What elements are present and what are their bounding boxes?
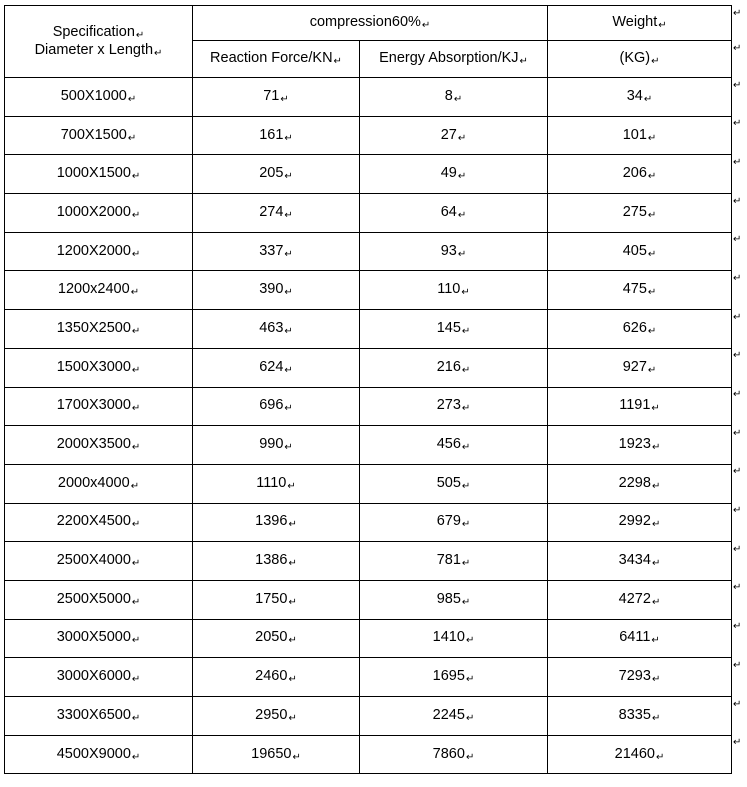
- return-mark-icon: ↵: [131, 325, 141, 337]
- table-row: [5, 387, 732, 426]
- return-mark-icon: ↵: [287, 480, 296, 492]
- energy-absorption-cell: [360, 232, 548, 271]
- weight-cell-value: 206: [622, 165, 647, 182]
- reaction-force-cell-value: 1750: [255, 590, 288, 607]
- return-mark-icon: ↵: [127, 93, 137, 105]
- return-mark-icon: ↵: [457, 132, 467, 144]
- row-end-mark-icon: ↵: [733, 737, 742, 749]
- spec-header-line2: Diameter x Length: [34, 41, 154, 58]
- return-mark-icon: ↵: [651, 403, 660, 415]
- return-mark-icon: ↵: [651, 480, 661, 492]
- return-mark-icon: ↵: [465, 674, 475, 686]
- reaction-force-cell-value: 1396: [255, 513, 288, 530]
- return-mark-icon: ↵: [135, 29, 145, 41]
- return-mark-icon: ↵: [131, 248, 141, 260]
- energy-absorption-cell-value: 505: [436, 474, 461, 491]
- table-row: [5, 116, 732, 155]
- table-row: [5, 735, 732, 774]
- weight-cell-value: 2298: [618, 474, 651, 491]
- return-mark-icon: ↵: [131, 558, 141, 570]
- return-mark-icon: ↵: [130, 287, 140, 299]
- return-mark-icon: ↵: [647, 364, 657, 376]
- return-mark-icon: ↵: [292, 751, 301, 763]
- row-end-mark-icon: ↵: [733, 350, 742, 362]
- weight-cell: [548, 580, 732, 619]
- table-row: [5, 503, 732, 542]
- return-mark-icon: ↵: [465, 635, 475, 647]
- weight-cell: [548, 194, 732, 233]
- row-end-mark-icon: ↵: [733, 427, 742, 439]
- table-row: [5, 464, 732, 503]
- return-mark-icon: ↵: [127, 132, 137, 144]
- spec-cell: [5, 78, 193, 117]
- spec-cell: [5, 426, 193, 465]
- table-row: [5, 697, 732, 736]
- weight-cell: [548, 271, 732, 310]
- reaction-force-cell: [193, 426, 360, 465]
- reaction-force-cell-value: 205: [259, 165, 284, 182]
- reaction-force-cell: [193, 78, 360, 117]
- energy-absorption-cell: [360, 503, 548, 542]
- energy-absorption-cell: [360, 542, 548, 581]
- return-mark-icon: ↵: [421, 20, 431, 31]
- weight-cell-value: 1923: [618, 436, 651, 453]
- return-mark-icon: ↵: [453, 93, 463, 105]
- return-mark-icon: ↵: [288, 635, 297, 647]
- row-end-mark-icon: ↵: [733, 42, 742, 54]
- weight-cell: [548, 697, 732, 736]
- spec-cell-value: 2000x4000: [57, 474, 130, 491]
- return-mark-icon: ↵: [288, 558, 297, 570]
- compression-header-cell: [193, 6, 548, 41]
- return-mark-icon: ↵: [643, 93, 653, 105]
- return-mark-icon: ↵: [457, 209, 467, 221]
- return-mark-icon: ↵: [131, 442, 141, 454]
- return-mark-icon: ↵: [288, 712, 297, 724]
- spec-cell-value: 1200X2000: [56, 242, 131, 259]
- weight-unit-label: (KG): [619, 50, 651, 66]
- energy-absorption-cell: [360, 271, 548, 310]
- spec-cell: [5, 310, 193, 349]
- reaction-force-cell: [193, 697, 360, 736]
- return-mark-icon: ↵: [647, 287, 657, 299]
- return-mark-icon: ↵: [461, 442, 471, 454]
- spec-cell-value: 4500X9000: [56, 745, 131, 762]
- weight-cell-value: 6411: [619, 629, 651, 646]
- reaction-force-cell: [193, 464, 360, 503]
- row-end-mark-icon: ↵: [733, 543, 742, 555]
- reaction-force-cell-value: 161: [259, 126, 284, 143]
- return-mark-icon: ↵: [647, 248, 657, 260]
- table-row: [5, 426, 732, 465]
- compression-header-label: compression60%: [309, 14, 421, 30]
- energy-absorption-cell: [360, 78, 548, 117]
- reaction-force-cell-value: 19650: [251, 745, 292, 762]
- weight-cell: [548, 735, 732, 774]
- weight-cell: [548, 310, 732, 349]
- weight-cell: [548, 426, 732, 465]
- spec-cell: [5, 503, 193, 542]
- return-mark-icon: ↵: [647, 325, 657, 337]
- table-row: [5, 232, 732, 271]
- spec-cell: [5, 580, 193, 619]
- table-row: [5, 580, 732, 619]
- weight-cell: [548, 619, 732, 658]
- return-mark-icon: ↵: [647, 209, 657, 221]
- energy-absorption-cell: [360, 310, 548, 349]
- return-mark-icon: ↵: [457, 248, 467, 260]
- reaction-force-cell-value: 390: [259, 281, 284, 298]
- reaction-force-cell: [193, 658, 360, 697]
- weight-cell-value: 275: [622, 203, 647, 220]
- weight-cell: [548, 503, 732, 542]
- spec-cell-value: 3000X6000: [56, 668, 131, 685]
- spec-cell: [5, 658, 193, 697]
- spec-cell: [5, 697, 193, 736]
- spec-cell: [5, 271, 193, 310]
- return-mark-icon: ↵: [465, 751, 475, 763]
- row-end-mark-icon: ↵: [733, 234, 742, 246]
- reaction-force-cell-value: 696: [259, 397, 284, 414]
- weight-cell-value: 8335: [618, 706, 651, 723]
- energy-absorption-cell: [360, 464, 548, 503]
- return-mark-icon: ↵: [284, 442, 293, 454]
- spec-cell-value: 2200X4500: [56, 513, 131, 530]
- return-mark-icon: ↵: [284, 132, 293, 144]
- spec-cell: [5, 542, 193, 581]
- reaction-header-cell: [193, 41, 360, 78]
- energy-absorption-cell-value: 27: [440, 126, 457, 143]
- row-end-mark-icon: ↵: [733, 659, 742, 671]
- energy-absorption-cell-value: 216: [436, 358, 461, 375]
- reaction-force-cell-value: 2950: [255, 706, 288, 723]
- table-row: [5, 271, 732, 310]
- weight-unit-cell: [548, 41, 732, 78]
- table-row: [5, 348, 732, 387]
- spec-cell-value: 1000X2000: [56, 203, 131, 220]
- reaction-force-cell-value: 2460: [255, 668, 288, 685]
- reaction-force-cell-value: 990: [259, 436, 284, 453]
- reaction-force-cell: [193, 542, 360, 581]
- energy-absorption-cell: [360, 735, 548, 774]
- return-mark-icon: ↵: [284, 364, 293, 376]
- reaction-force-cell-value: 1386: [255, 552, 288, 569]
- weight-cell-value: 34: [626, 87, 643, 104]
- return-mark-icon: ↵: [651, 596, 661, 608]
- spec-cell-value: 2500X5000: [56, 590, 131, 607]
- energy-absorption-cell: [360, 387, 548, 426]
- energy-absorption-cell-value: 2245: [432, 706, 465, 723]
- spec-header-cell: [5, 6, 193, 78]
- row-end-mark-icon: ↵: [733, 118, 742, 130]
- table-row: [5, 78, 732, 117]
- spec-cell-value: 3000X5000: [56, 629, 131, 646]
- weight-cell: [548, 232, 732, 271]
- reaction-force-cell-value: 1110: [256, 474, 287, 491]
- row-end-mark-icon: ↵: [733, 698, 742, 710]
- return-mark-icon: ↵: [465, 712, 475, 724]
- return-mark-icon: ↵: [651, 56, 660, 67]
- row-end-mark-icon: ↵: [733, 195, 742, 207]
- row-end-mark-icon: ↵: [733, 156, 742, 168]
- return-mark-icon: ↵: [288, 519, 297, 531]
- energy-absorption-cell-value: 1410: [432, 629, 465, 646]
- return-mark-icon: ↵: [284, 325, 293, 337]
- return-mark-icon: ↵: [130, 480, 140, 492]
- reaction-force-cell: [193, 310, 360, 349]
- return-mark-icon: ↵: [131, 751, 141, 763]
- return-mark-icon: ↵: [519, 56, 528, 67]
- spec-cell: [5, 348, 193, 387]
- header-row-1: [5, 6, 732, 41]
- return-mark-icon: ↵: [647, 132, 657, 144]
- energy-absorption-cell-value: 456: [436, 436, 461, 453]
- reaction-force-cell-value: 274: [259, 203, 284, 220]
- return-mark-icon: ↵: [284, 209, 293, 221]
- return-mark-icon: ↵: [131, 712, 141, 724]
- return-mark-icon: ↵: [461, 287, 470, 299]
- energy-absorption-cell-value: 679: [436, 513, 461, 530]
- energy-absorption-cell-value: 8: [444, 87, 453, 104]
- energy-absorption-cell: [360, 116, 548, 155]
- energy-absorption-cell-value: 145: [436, 319, 461, 336]
- return-mark-icon: ↵: [284, 248, 293, 260]
- spec-cell: [5, 155, 193, 194]
- spec-header-line1: Specification: [52, 23, 135, 40]
- reaction-header-label: Reaction Force/KN: [210, 50, 333, 66]
- reaction-force-cell-value: 463: [259, 319, 284, 336]
- spec-cell-value: 700X1500: [60, 126, 127, 143]
- reaction-force-cell-value: 337: [259, 242, 284, 259]
- reaction-force-cell: [193, 348, 360, 387]
- weight-cell-value: 21460: [614, 745, 655, 762]
- return-mark-icon: ↵: [461, 364, 471, 376]
- reaction-force-cell: [193, 232, 360, 271]
- row-end-mark-icon: ↵: [733, 79, 742, 91]
- return-mark-icon: ↵: [333, 56, 342, 67]
- table-row: [5, 658, 732, 697]
- return-mark-icon: ↵: [284, 403, 293, 415]
- row-end-mark-icon: ↵: [733, 7, 742, 19]
- energy-absorption-cell: [360, 658, 548, 697]
- reaction-force-cell: [193, 271, 360, 310]
- weight-header-cell: [548, 6, 732, 41]
- energy-absorption-cell-value: 273: [436, 397, 461, 414]
- row-end-mark-icon: ↵: [733, 272, 742, 284]
- table-row: [5, 155, 732, 194]
- energy-absorption-cell-value: 110: [437, 281, 461, 298]
- weight-cell: [548, 348, 732, 387]
- row-end-mark-icon: ↵: [733, 505, 742, 517]
- weight-cell: [548, 542, 732, 581]
- table-row: [5, 194, 732, 233]
- row-end-mark-icon: ↵: [733, 621, 742, 633]
- return-mark-icon: ↵: [651, 674, 661, 686]
- reaction-force-cell: [193, 503, 360, 542]
- energy-absorption-cell: [360, 697, 548, 736]
- row-end-mark-icon: ↵: [733, 311, 742, 323]
- energy-absorption-cell-value: 985: [436, 590, 461, 607]
- return-mark-icon: ↵: [651, 519, 661, 531]
- weight-cell: [548, 116, 732, 155]
- energy-absorption-cell: [360, 194, 548, 233]
- reaction-force-cell-value: 71: [263, 87, 280, 104]
- weight-cell: [548, 78, 732, 117]
- weight-cell: [548, 658, 732, 697]
- spec-cell: [5, 194, 193, 233]
- reaction-force-cell: [193, 619, 360, 658]
- weight-cell: [548, 464, 732, 503]
- weight-cell-value: 2992: [618, 513, 651, 530]
- return-mark-icon: ↵: [461, 558, 471, 570]
- return-mark-icon: ↵: [461, 596, 471, 608]
- spec-cell-value: 1700X3000: [56, 397, 131, 414]
- return-mark-icon: ↵: [461, 480, 471, 492]
- spec-cell-value: 2500X4000: [56, 552, 131, 569]
- return-mark-icon: ↵: [131, 635, 141, 647]
- return-mark-icon: ↵: [651, 442, 661, 454]
- weight-cell-value: 3434: [618, 552, 651, 569]
- weight-cell-value: 7293: [618, 668, 651, 685]
- weight-cell: [548, 387, 732, 426]
- reaction-force-cell: [193, 387, 360, 426]
- weight-header-label: Weight: [612, 14, 658, 30]
- reaction-force-cell-value: 2050: [255, 629, 288, 646]
- reaction-force-cell-value: 624: [259, 358, 284, 375]
- reaction-force-cell: [193, 194, 360, 233]
- energy-absorption-cell-value: 49: [440, 165, 457, 182]
- return-mark-icon: ↵: [461, 519, 471, 531]
- spec-cell-value: 500X1000: [60, 87, 127, 104]
- table-row: [5, 542, 732, 581]
- energy-absorption-cell-value: 7860: [432, 745, 465, 762]
- return-mark-icon: ↵: [131, 519, 141, 531]
- return-mark-icon: ↵: [658, 20, 667, 31]
- return-mark-icon: ↵: [131, 364, 141, 376]
- return-mark-icon: ↵: [457, 171, 467, 183]
- spec-cell: [5, 232, 193, 271]
- energy-absorption-cell-value: 64: [440, 203, 457, 220]
- row-end-mark-icon: ↵: [733, 389, 742, 400]
- spec-cell-value: 1000X1500: [56, 165, 131, 182]
- spec-cell-value: 1200x2400: [57, 281, 130, 298]
- energy-absorption-cell: [360, 348, 548, 387]
- return-mark-icon: ↵: [131, 674, 141, 686]
- energy-absorption-cell: [360, 580, 548, 619]
- return-mark-icon: ↵: [461, 403, 471, 415]
- return-mark-icon: ↵: [461, 325, 471, 337]
- reaction-force-cell: [193, 155, 360, 194]
- energy-absorption-cell: [360, 619, 548, 658]
- return-mark-icon: ↵: [154, 47, 163, 59]
- return-mark-icon: ↵: [131, 403, 141, 415]
- return-mark-icon: ↵: [284, 287, 293, 299]
- spec-cell: [5, 735, 193, 774]
- spec-cell: [5, 619, 193, 658]
- reaction-force-cell: [193, 580, 360, 619]
- energy-absorption-cell-value: 781: [436, 552, 461, 569]
- weight-cell: [548, 155, 732, 194]
- reaction-force-cell: [193, 735, 360, 774]
- return-mark-icon: ↵: [280, 93, 289, 105]
- return-mark-icon: ↵: [131, 209, 141, 221]
- energy-header-cell: [360, 41, 548, 78]
- row-end-mark-icon: ↵: [733, 582, 742, 594]
- return-mark-icon: ↵: [288, 674, 297, 686]
- energy-header-label: Energy Absorption/KJ: [379, 50, 519, 66]
- energy-absorption-cell: [360, 426, 548, 465]
- weight-cell-value: 1191: [619, 397, 651, 414]
- weight-cell-value: 405: [622, 242, 647, 259]
- spec-cell: [5, 387, 193, 426]
- weight-cell-value: 101: [622, 126, 647, 143]
- spec-cell-value: 2000X3500: [56, 436, 131, 453]
- return-mark-icon: ↵: [647, 171, 657, 183]
- return-mark-icon: ↵: [655, 751, 665, 763]
- spec-cell: [5, 116, 193, 155]
- table-row: [5, 619, 732, 658]
- return-mark-icon: ↵: [288, 596, 297, 608]
- reaction-force-cell: [193, 116, 360, 155]
- energy-absorption-cell-value: 1695: [432, 668, 465, 685]
- return-mark-icon: ↵: [651, 558, 661, 570]
- row-end-mark-icon: ↵: [733, 466, 742, 478]
- return-mark-icon: ↵: [284, 171, 293, 183]
- return-mark-icon: ↵: [651, 712, 661, 724]
- spec-cell-value: 3300X6500: [56, 706, 131, 723]
- table-row: [5, 310, 732, 349]
- weight-cell-value: 4272: [618, 590, 651, 607]
- energy-absorption-cell-value: 93: [440, 242, 457, 259]
- energy-absorption-cell: [360, 155, 548, 194]
- return-mark-icon: ↵: [651, 635, 660, 647]
- weight-cell-value: 475: [622, 281, 647, 298]
- spec-cell: [5, 464, 193, 503]
- spec-table: [4, 5, 732, 774]
- spec-cell-value: 1350X2500: [56, 319, 131, 336]
- return-mark-icon: ↵: [131, 596, 141, 608]
- spec-cell-value: 1500X3000: [56, 358, 131, 375]
- return-mark-icon: ↵: [131, 171, 141, 183]
- weight-cell-value: 927: [622, 358, 647, 375]
- weight-cell-value: 626: [622, 319, 647, 336]
